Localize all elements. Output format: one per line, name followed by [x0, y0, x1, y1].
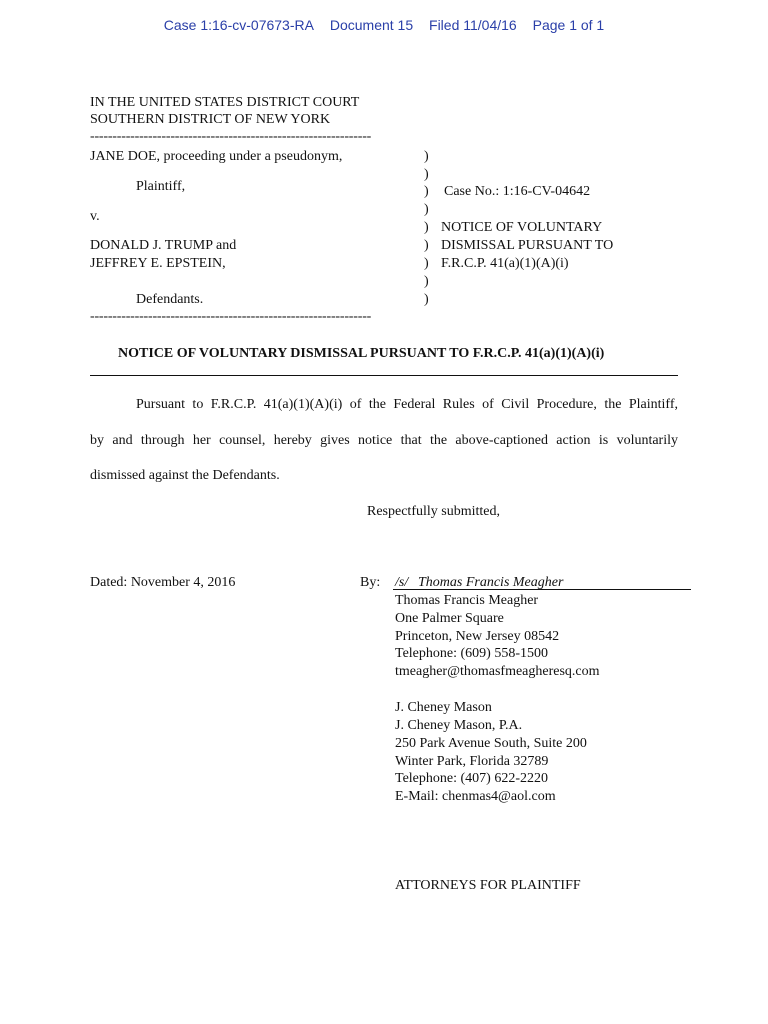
attorney1-email: tmeagher@thomasfmeagheresq.com	[395, 664, 600, 679]
signature-by: By:	[360, 575, 381, 590]
plaintiff-name: JANE DOE, proceeding under a pseudonym,	[90, 149, 343, 164]
caption-paren: )	[424, 274, 429, 289]
attorney2-phone: Telephone: (407) 622-2220	[395, 771, 548, 786]
body-line-2: by and through her counsel, hereby gives notice that the above-captioned action is voluntarily	[90, 433, 678, 448]
attorney1-phone: Telephone: (609) 558-1500	[395, 646, 548, 661]
filing-stamp	[0, 17, 768, 33]
closing: Respectfully submitted,	[367, 504, 500, 519]
body-line-1	[90, 396, 678, 414]
stamp-page: Page 1 of 1	[532, 17, 605, 33]
versus: v.	[90, 209, 100, 224]
dated: Dated: November 4, 2016	[90, 575, 236, 590]
title-rule	[90, 375, 678, 376]
attorney1-address2: Princeton, New Jersey 08542	[395, 629, 560, 644]
attorney2-address1: 250 Park Avenue South, Suite 200	[395, 736, 587, 751]
caption-dash-top: ---------------------------------------------------------------	[90, 129, 372, 144]
body-text-1: Pursuant to F.R.C.P. 41(a)(1)(A)(i) of the Federal Rules of Civil Procedure, the Plaintiff,	[136, 397, 678, 412]
caption-paren: )	[424, 292, 429, 307]
notice-caption-line-1: NOTICE OF VOLUNTARY	[441, 220, 603, 235]
body-line-3: dismissed against the Defendants.	[90, 468, 280, 483]
plaintiff-role: Plaintiff,	[136, 179, 186, 194]
notice-caption-line-2: DISMISSAL PURSUANT TO	[441, 238, 614, 253]
attorneys-for-plaintiff: ATTORNEYS FOR PLAINTIFF	[395, 878, 581, 893]
caption-paren: )	[424, 256, 429, 271]
case-number: Case No.: 1:16-CV-04642	[444, 184, 591, 199]
signature-signer: Thomas Francis Meagher	[418, 575, 564, 590]
caption-paren: )	[424, 184, 429, 199]
attorney1-name: Thomas Francis Meagher	[395, 593, 539, 608]
court-district: SOUTHERN DISTRICT OF NEW YORK	[90, 112, 331, 127]
court-name: IN THE UNITED STATES DISTRICT COURT	[90, 95, 360, 110]
document-title: NOTICE OF VOLUNTARY DISMISSAL PURSUANT TO F.R.C.P. 41(a)(1)(A)(i)	[118, 346, 605, 361]
attorney2-name: J. Cheney Mason	[395, 700, 492, 715]
stamp-document: Document 15	[329, 17, 414, 33]
signature-s-mark: /s/	[395, 575, 409, 590]
attorney1-address1: One Palmer Square	[395, 611, 504, 626]
notice-caption-line-3: F.R.C.P. 41(a)(1)(A)(i)	[441, 256, 569, 271]
caption-paren: )	[424, 167, 429, 182]
attorney2-email: E-Mail: chenmas4@aol.com	[395, 789, 556, 804]
defendant-2: JEFFREY E. EPSTEIN,	[90, 256, 226, 271]
caption-dash-bottom: ---------------------------------------------------------------	[90, 309, 372, 324]
caption-paren: )	[424, 238, 429, 253]
attorney2-firm: J. Cheney Mason, P.A.	[395, 718, 523, 733]
caption-paren: )	[424, 202, 429, 217]
signature-line	[393, 589, 691, 590]
caption-paren: )	[424, 220, 429, 235]
stamp-filed-date: Filed 11/04/16	[429, 17, 517, 33]
caption-paren: )	[424, 149, 429, 164]
defendant-role: Defendants.	[136, 292, 204, 307]
defendant-1: DONALD J. TRUMP and	[90, 238, 237, 253]
stamp-case-number: Case 1:16-cv-07673-RA	[163, 17, 314, 33]
attorney2-address2: Winter Park, Florida 32789	[395, 754, 549, 769]
